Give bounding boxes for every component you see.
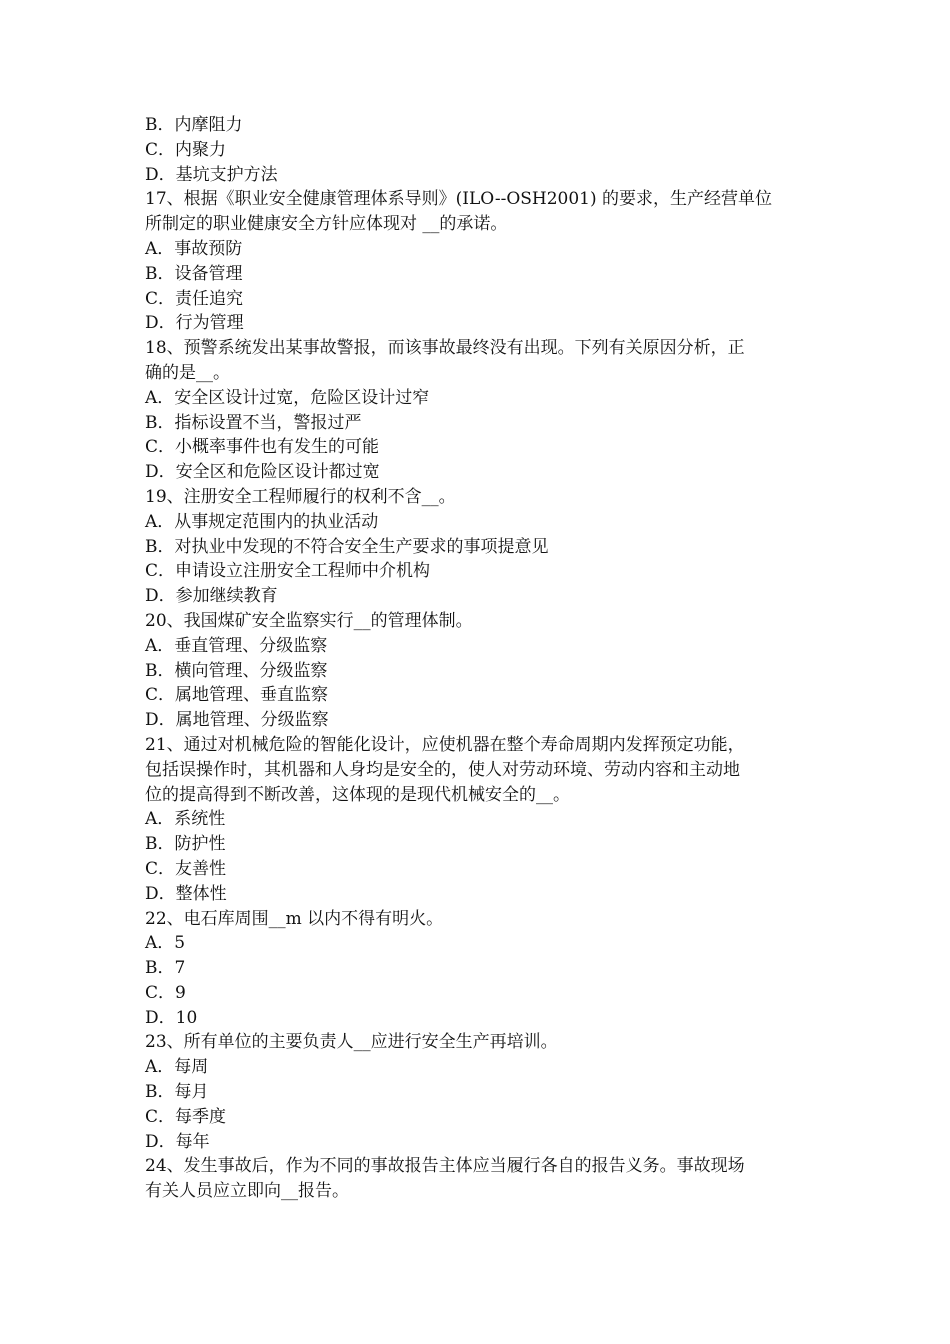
option-a-q19: A．从事规定范围内的执业活动: [145, 511, 379, 532]
question-17-line-2: 所制定的职业健康安全方针应体现对 __的承诺。: [145, 214, 508, 235]
option-c-q16: C．内聚力: [145, 139, 227, 160]
option-d-q19: D．参加继续教育: [145, 586, 278, 607]
question-20: 20、我国煤矿安全监察实行__的管理体制。: [145, 610, 473, 631]
option-b-q21: B．防护性: [145, 834, 226, 855]
option-d-q21: D．整体性: [145, 883, 227, 904]
option-c-q22: C．9: [145, 982, 186, 1003]
question-24-line-1: 24、发生事故后，作为不同的事故报告主体应当履行各自的报告义务。事故现场: [145, 1156, 745, 1177]
option-d-q17: D．行为管理: [145, 313, 244, 334]
option-a-q21: A．系统性: [145, 809, 226, 830]
option-c-q20: C．属地管理、垂直监察: [145, 685, 329, 706]
option-d-q23: D．每年: [145, 1131, 210, 1152]
option-b-q22: B．7: [145, 958, 186, 979]
option-b-q16: B．内摩阻力: [145, 115, 243, 135]
option-a-q22: A．5: [145, 933, 186, 954]
option-c-q23: C．每季度: [145, 1106, 227, 1127]
question-24-line-2: 有关人员应立即向__报告。: [145, 1181, 349, 1202]
question-21-line-2: 包括误操作时，其机器和人身均是安全的，使人对劳动环境、劳动内容和主动地: [145, 759, 740, 780]
option-a-q20: A．垂直管理、分级监察: [145, 635, 328, 656]
option-d-q22: D．10: [145, 1007, 198, 1028]
option-a-q17: A．事故预防: [145, 238, 243, 259]
question-22: 22、电石库周围__m 以内不得有明火。: [145, 908, 444, 929]
option-d-q20: D．属地管理、分级监察: [145, 710, 329, 731]
option-d-q16: D．基坑支护方法: [145, 164, 278, 185]
option-c-q18: C．小概率事件也有发生的可能: [145, 437, 380, 458]
option-b-q18: B．指标设置不当，警报过严: [145, 412, 362, 433]
option-c-q17: C．责任追究: [145, 288, 244, 309]
question-18-line-2: 确的是__。: [145, 362, 230, 383]
option-c-q21: C．友善性: [145, 858, 227, 879]
option-a-q23: A．每周: [145, 1057, 209, 1078]
question-21-line-1: 21、通过对机械危险的智能化设计，应使机器在整个寿命周期内发挥预定功能，: [145, 734, 745, 755]
document-page: [145, 113, 810, 1204]
question-21-line-3: 位的提高得到不断改善，这体现的是现代机械安全的__。: [145, 784, 570, 805]
option-b-q20: B．横向管理、分级监察: [145, 660, 328, 681]
question-18-line-1: 18、预警系统发出某事故警报，而该事故最终没有出现。下列有关原因分析，正: [145, 338, 745, 359]
option-c-q19: C．申请设立注册安全工程师中介机构: [145, 561, 431, 582]
option-a-q18: A．安全区设计过宽，危险区设计过窄: [145, 387, 430, 408]
option-d-q18: D．安全区和危险区设计都过宽: [145, 462, 380, 483]
question-19: 19、注册安全工程师履行的权利不含__。: [145, 486, 456, 507]
option-b-q17: B．设备管理: [145, 263, 243, 284]
option-b-q23: B．每月: [145, 1082, 209, 1103]
question-23: 23、所有单位的主要负责人__应进行安全生产再培训。: [145, 1032, 558, 1053]
question-17-line-1: 17、根据《职业安全健康管理体系导则》(ILO--OSH2001) 的要求，生产经营单位: [145, 189, 773, 210]
option-b-q19: B．对执业中发现的不符合安全生产要求的事项提意见: [145, 536, 549, 557]
